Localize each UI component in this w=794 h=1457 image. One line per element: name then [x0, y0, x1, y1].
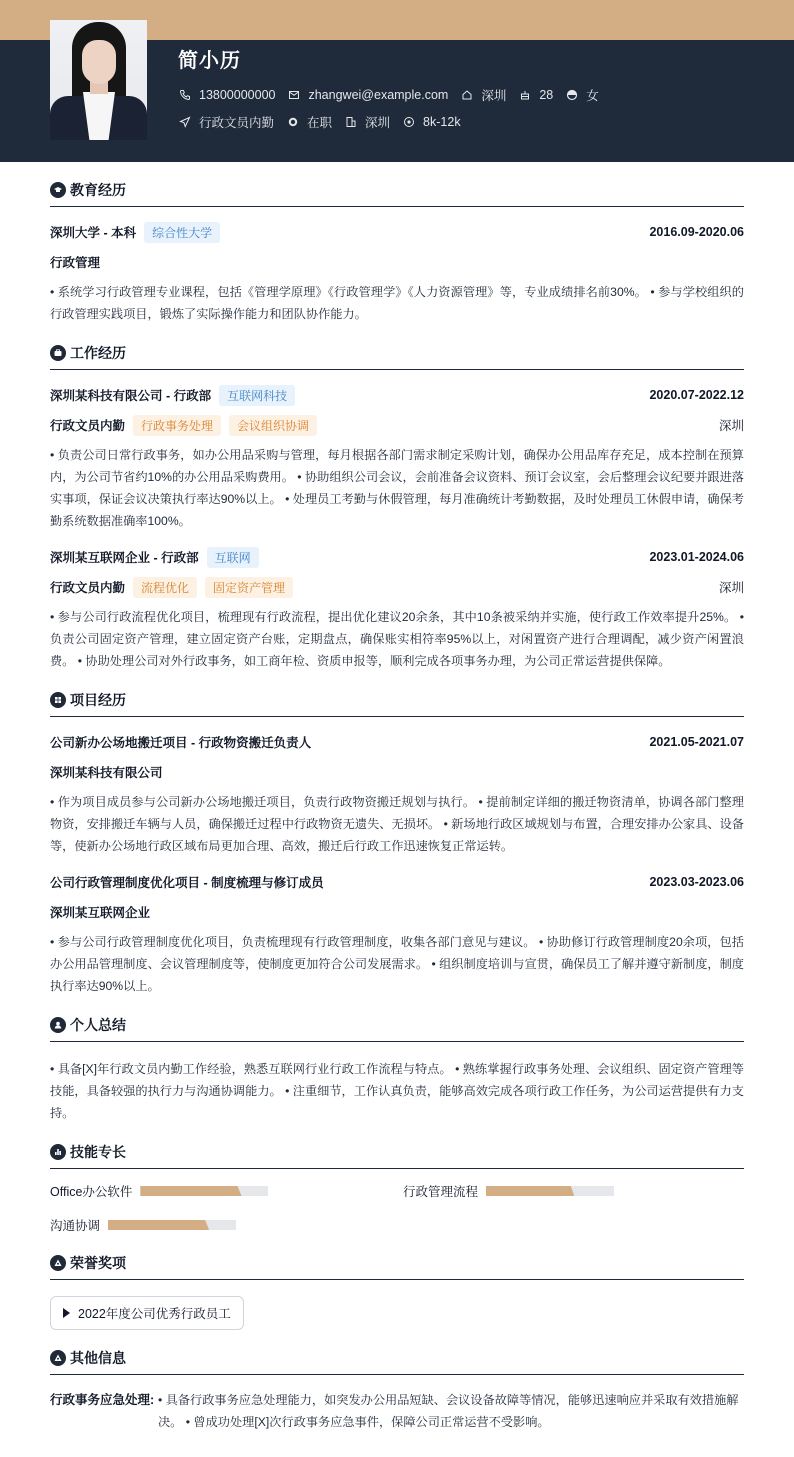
work-description: • 参与公司行政流程优化项目，梳理现有行政流程，提出优化建议20余条，其中10条被采纳并实施，使行政工作效率提升25%。 • 负责公司固定资产管理，建立固定资产台账，定期盘点，确保账实相符率95%以上，对闲置资产进行合理调配，减少资产闲置浪费。 • 协助处理公司对外行政事务，如工商年检、资质申报等，顺利完成各项事务办理，为公司正常运营提供保障。 — [50, 610, 744, 668]
skill-tag: 行政事务处理 — [133, 415, 221, 436]
industry-tag: 互联网 — [207, 547, 259, 568]
project-name: 公司新办公场地搬迁项目 - 行政物资搬迁负责人 — [50, 736, 312, 750]
awards-section — [50, 1253, 744, 1330]
bar-chart-icon — [50, 1144, 66, 1160]
skill-level-bar — [486, 1186, 614, 1196]
skill-tag: 固定资产管理 — [205, 577, 293, 598]
skills-section — [50, 1142, 744, 1235]
triangle-right-icon — [63, 1308, 70, 1318]
summary-text: • 具备[X]年行政文员内勤工作经验，熟悉互联网行业行政工作流程与特点。 • 熟练掌握行政事务处理、会议组织、固定资产管理等技能，具备较强的执行力与沟通协调能力。 • 注重细节，工作认真负责，能够高效完成各项行政工作任务，为公司运营提供有力支持。 — [50, 1062, 744, 1120]
project-description: • 参与公司行政管理制度优化项目，负责梳理现有行政管理制度，收集各部门意见与建议。 • 协助修订行政管理制度20余项，包括办公用品管理制度、会议管理制度等，使制度更加符合公司发展需求。 • 组织制度培训与宣贯，确保员工了解并遵守新制度，制度执行率达90%以上。 — [50, 935, 744, 993]
project-entry — [50, 731, 744, 857]
target-city-item: 深圳 — [344, 113, 390, 131]
avatar-photo — [50, 20, 147, 140]
section-header: 其他信息 — [50, 1348, 744, 1375]
phone-item: 13800000000 — [178, 88, 275, 102]
award-icon — [50, 1255, 66, 1271]
project-grid-icon — [50, 692, 66, 708]
work-entry — [50, 546, 744, 672]
education-date: 2016.09-2020.06 — [649, 225, 744, 239]
project-description: • 作为项目成员参与公司新办公场地搬迁项目，负责行政物资搬迁规划与执行。 • 提前制定详细的搬迁物资清单，协调各部门整理物资，安排搬迁车辆与人员，确保搬迁过程中行政物资无遗失、无损坏。 • 新场地行政区域规划与布置，合理安排办公家具、设备等，使新办公场地行政区域布局更加合理、高效，搬迁后行政工作迅速恢复正常运转。 — [50, 795, 744, 853]
industry-tag: 互联网科技 — [219, 385, 295, 406]
person-face-icon — [565, 88, 579, 102]
skill-tag: 会议组织协调 — [229, 415, 317, 436]
project-company: 深圳某科技有限公司 — [50, 766, 163, 780]
info-award-icon — [50, 1350, 66, 1366]
other-info-item: 行政事务应急处理: • 具备行政事务应急处理能力，如突发办公用品短缺、会议设备故障等情况，能够迅速响应并采取有效措施解决。 • 曾成功处理[X]次行政事务应急事件，保障公司正常运营不受影响。 — [50, 1393, 739, 1429]
project-entry — [50, 871, 744, 997]
project-company: 深圳某互联网企业 — [50, 906, 151, 920]
school-type-tag: 综合性大学 — [144, 222, 220, 243]
salary-item: 8k-12k — [402, 115, 461, 129]
other-info-section — [50, 1348, 744, 1447]
project-name: 公司行政管理制度优化项目 - 制度梳理与修订成员 — [50, 876, 324, 890]
user-icon — [50, 1017, 66, 1033]
home-icon — [460, 88, 474, 102]
education-description: • 系统学习行政管理专业课程，包括《管理学原理》《行政管理学》《人力资源管理》等，专业成绩排名前30%。 • 参与学校组织的行政管理实践项目，锻炼了实际操作能力和团队协作能力。 — [50, 285, 744, 321]
age-item: 28 — [518, 88, 553, 102]
project-date: 2021.05-2021.07 — [649, 735, 744, 749]
mail-icon — [287, 88, 301, 102]
building-icon — [344, 115, 358, 129]
section-header: 个人总结 — [50, 1015, 744, 1042]
resume-body — [0, 180, 794, 1447]
summary-section — [50, 1015, 744, 1124]
resume-header — [0, 40, 794, 162]
skill-item: 沟通协调 — [50, 1215, 403, 1235]
job-intent-row — [178, 113, 473, 131]
graduation-cap-icon — [50, 182, 66, 198]
skill-item: 行政管理流程 — [403, 1181, 744, 1201]
project-date: 2023.03-2023.06 — [649, 875, 744, 889]
work-date: 2023.01-2024.06 — [649, 550, 744, 564]
status-gear-icon — [286, 115, 300, 129]
school-name: 深圳大学 - 本科 — [50, 226, 137, 240]
major: 行政管理 — [50, 256, 101, 270]
skill-item: Office办公软件 — [50, 1181, 403, 1201]
skill-level-bar — [108, 1220, 236, 1230]
position: 行政文员内勤 — [50, 581, 126, 595]
contact-info-row — [178, 86, 611, 104]
status-item: 在职 — [286, 113, 332, 131]
job-target-item: 行政文员内勤 — [178, 113, 274, 131]
section-header: 教育经历 — [50, 180, 744, 207]
skill-tag: 流程优化 — [133, 577, 197, 598]
work-entry — [50, 384, 744, 532]
education-entry — [50, 221, 744, 325]
section-header: 项目经历 — [50, 690, 744, 717]
candidate-name: 简小历 — [178, 50, 241, 72]
work-location: 深圳 — [718, 419, 744, 433]
skills-grid — [50, 1181, 744, 1235]
section-header: 荣誉奖项 — [50, 1253, 744, 1280]
gender-item: 女 — [565, 86, 599, 104]
projects-section — [50, 690, 744, 997]
section-header: 技能专长 — [50, 1142, 744, 1169]
award-item[interactable]: 2022年度公司优秀行政员工 — [50, 1296, 244, 1330]
work-description: • 负责公司日常行政事务，如办公用品采购与管理，每月根据各部门需求制定采购计划，确保办公用品库存充足，成本控制在预算内，为公司节省约10%的办公用品采购费用。 • 协助组织公司会议，会前准备会议资料、预订会议室，会后整理会议纪要并跟进落实事项，保证会议决策执行率达90%以上。 • 处理员工考勤与休假管理，每月准确统计考勤数据，及时处理员工休假申请，确保考勤系统数据准确率100%。 — [50, 448, 744, 528]
company-name: 深圳某互联网企业 - 行政部 — [50, 551, 199, 565]
section-header: 工作经历 — [50, 343, 744, 370]
send-icon — [178, 115, 192, 129]
position: 行政文员内勤 — [50, 419, 126, 433]
money-icon — [402, 115, 416, 129]
work-date: 2020.07-2022.12 — [649, 388, 744, 402]
company-name: 深圳某科技有限公司 - 行政部 — [50, 389, 212, 403]
city-item: 深圳 — [460, 86, 506, 104]
phone-icon — [178, 88, 192, 102]
work-section — [50, 343, 744, 672]
skill-level-bar — [140, 1186, 268, 1196]
work-location: 深圳 — [718, 581, 744, 595]
education-section — [50, 180, 744, 325]
email-item: zhangwei@example.com — [287, 88, 448, 102]
briefcase-icon — [50, 345, 66, 361]
cake-icon — [518, 88, 532, 102]
